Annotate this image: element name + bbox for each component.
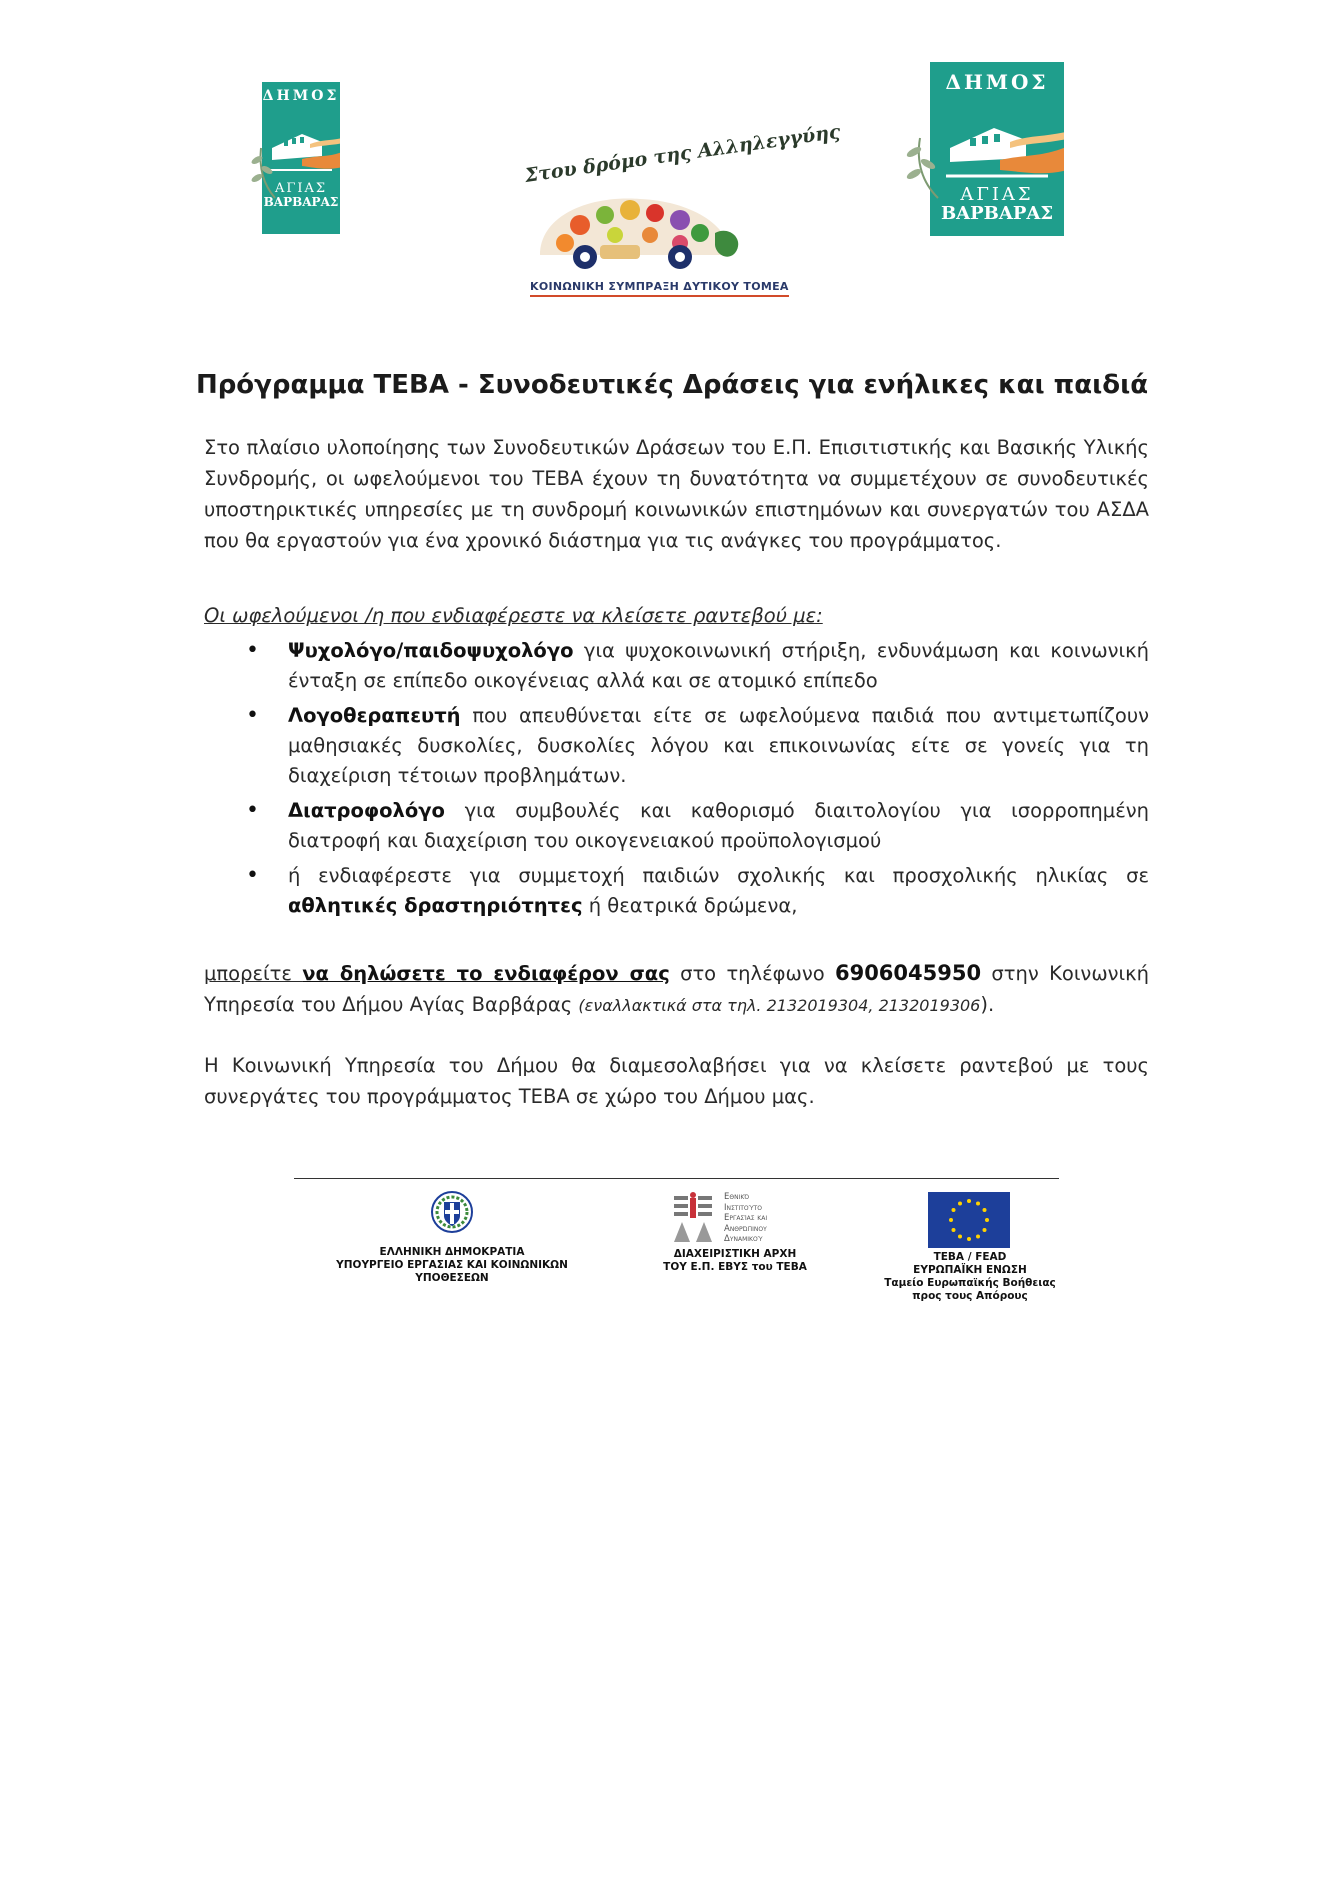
footer-divider <box>294 1178 1059 1179</box>
list-item <box>246 701 1149 791</box>
food-car-illustration-icon <box>530 185 750 275</box>
eiead-logo-text <box>724 1192 767 1245</box>
dimos-agias-varvaras-logo-right <box>930 62 1064 236</box>
list-item <box>246 796 1149 856</box>
eiead-logo-line: Εργασίας και <box>724 1213 768 1223</box>
service-desc: για ψυχοκοινωνική στήριξη, ενδυνάμωση και κοινωνική ένταξη σε επίπεδο οικογένειας αλλά και σε ατομικό επίπεδο <box>288 639 1149 692</box>
list-item <box>246 636 1149 696</box>
phone-number: 6906045950 <box>834 961 982 985</box>
page-title: Πρόγραμμα ΤΕΒΑ - Συνοδευτικές Δράσεις για ενήλικες και παιδιά <box>195 370 1149 400</box>
logo-right-bottom-2: ΒΑΡΒΑΡΑΣ <box>940 202 1054 224</box>
solidarity-street-logo <box>515 120 842 305</box>
service-desc: για συμβουλές και καθορισμό διαιτολογίου για ισορροπημένη διατροφή και διαχείριση του οικογενειακού προϋπολογισμού <box>288 799 1149 852</box>
eu-flag-icon <box>928 1192 1010 1248</box>
beneficiaries-line: Οι ωφελούμενοι /η που ενδιαφέρεστε να κλείσετε ραντεβού με: <box>204 604 823 627</box>
service-prefix: ή ενδιαφέρεστε για συμμετοχή παιδιών σχολικής και προσχολικής ηλικίας σε <box>288 864 1149 887</box>
eiead-line2: ΤΟΥ Ε.Π. ΕΒΥΣ του ΤΕΒΑ <box>663 1261 807 1273</box>
olive-branch-icon <box>898 130 948 200</box>
service-name: Λογοθεραπευτή <box>288 704 461 727</box>
solidarity-script-title: Στου δρόμο της Αλληλεγγύης <box>523 120 842 187</box>
eiead-footer-text <box>640 1248 830 1274</box>
contact-end: ). <box>980 993 995 1016</box>
eu-line3: Ταμείο Ευρωπαϊκής Βοήθειας <box>884 1277 1056 1289</box>
eiead-logo-line: Δυναμικού <box>724 1234 763 1244</box>
logo-right-top: ΔΗΜΟΣ <box>945 70 1049 94</box>
eiead-logo-line: Ανθρώπινου <box>724 1223 767 1234</box>
gov-line1: ΕΛΛΗΝΙΚΗ ΔΗΜΟΚΡΑΤΙΑ <box>379 1246 525 1258</box>
service-desc: που απευθύνεται είτε σε ωφελούμενα παιδιά που αντιμετωπίζουν μαθησιακές δυσκολίες, δυσκολίες λόγου και επικοινωνίας είτε σε γονείς για τη διαχείριση τέτοιων προβλημάτων. <box>288 704 1149 787</box>
logo-left-bottom-1: ΑΓΙΑΣ <box>274 181 328 196</box>
olive-branch-icon <box>245 140 285 200</box>
eiead-logo-line: Ινστιτούτο <box>724 1202 762 1213</box>
contact-lead: μπορείτε <box>204 962 303 985</box>
solidarity-subtitle: ΚΟΙΝΩΝΙΚΗ ΣΥΜΠΡΑΞΗ ΔΥΤΙΚΟΥ ΤΟΜΕΑ <box>530 280 789 297</box>
list-item <box>246 861 1149 921</box>
eu-line2: ΕΥΡΩΠΑΪΚΗ ΕΝΩΣΗ <box>913 1264 1027 1276</box>
eu-footer-text <box>880 1251 1060 1303</box>
intro-paragraph: Στο πλαίσιο υλοποίησης των Συνοδευτικών Δράσεων του Ε.Π. Επισιτιστικής και Βασικής Υλικής Συνδρομής, οι ωφελούμενοι του ΤΕΒΑ έχουν τη δυνατότητα να συμμετέχουν σε συνοδευτικές υποστηρικτικές υπηρεσίες με τη συνδρομή κοινωνικών επιστημόνων και συνεργατών του ΑΣΔΑ που θα εργαστούν για ένα χρονικό διάστημα για τις ανάγκες του προγράμματος. <box>204 436 1149 552</box>
eu-line1: ΤΕΒΑ / FEAD <box>933 1251 1007 1263</box>
service-name: αθλητικές δραστηριότητες <box>288 894 583 917</box>
logo-left-top: ΔΗΜΟΣ <box>262 88 340 104</box>
church-illustration-icon <box>930 94 1064 186</box>
closing-paragraph: Η Κοινωνική Υπηρεσία του Δήμου θα διαμεσολαβήσει για να κλείσετε ραντεβού με τους συνεργάτες του προγράμματος ΤΕΒΑ σε χώρο του Δήμου μας. <box>204 1054 1149 1108</box>
eiead-logo-line: Εθνικό <box>724 1192 750 1202</box>
gov-line3: ΥΠΟΘΕΣΕΩΝ <box>415 1272 489 1284</box>
contact-after-phone: στην Κοινωνική Υπηρεσία του Δήμου Αγίας Βαρβάρας <box>204 962 1149 1016</box>
gov-footer-text <box>322 1246 582 1285</box>
eu-line4: προς τους Απόρους <box>912 1290 1028 1302</box>
logo-left-bottom-2: ΒΑΡΒΑΡΑΣ <box>263 194 339 209</box>
service-name: Διατροφολόγο <box>288 799 445 822</box>
service-name: Ψυχολόγο/παιδοψυχολόγο <box>288 639 574 662</box>
contact-emphasis: να δηλώσετε το ενδιαφέρον σας <box>302 962 670 985</box>
alternative-phones: (εναλλακτικά στα τηλ. 2132019304, 2132019306 <box>578 996 981 1015</box>
services-list <box>246 636 1149 926</box>
gov-line2: ΥΠΟΥΡΓΕΙΟ ΕΡΓΑΣΙΑΣ ΚΑΙ ΚΟΙΝΩΝΙΚΩΝ <box>336 1259 568 1271</box>
eiead-logo-icon <box>672 1192 716 1244</box>
eiead-line1: ΔΙΑΧΕΙΡΙΣΤΙΚΗ ΑΡΧΗ <box>673 1248 797 1260</box>
greek-coat-of-arms-icon <box>430 1190 474 1234</box>
contact-middle: στο τηλέφωνο <box>669 962 835 985</box>
service-desc: ή θεατρικά δρώμενα, <box>582 894 798 917</box>
contact-paragraph <box>204 958 1149 1021</box>
logo-right-bottom-1: ΑΓΙΑΣ <box>960 184 1034 205</box>
